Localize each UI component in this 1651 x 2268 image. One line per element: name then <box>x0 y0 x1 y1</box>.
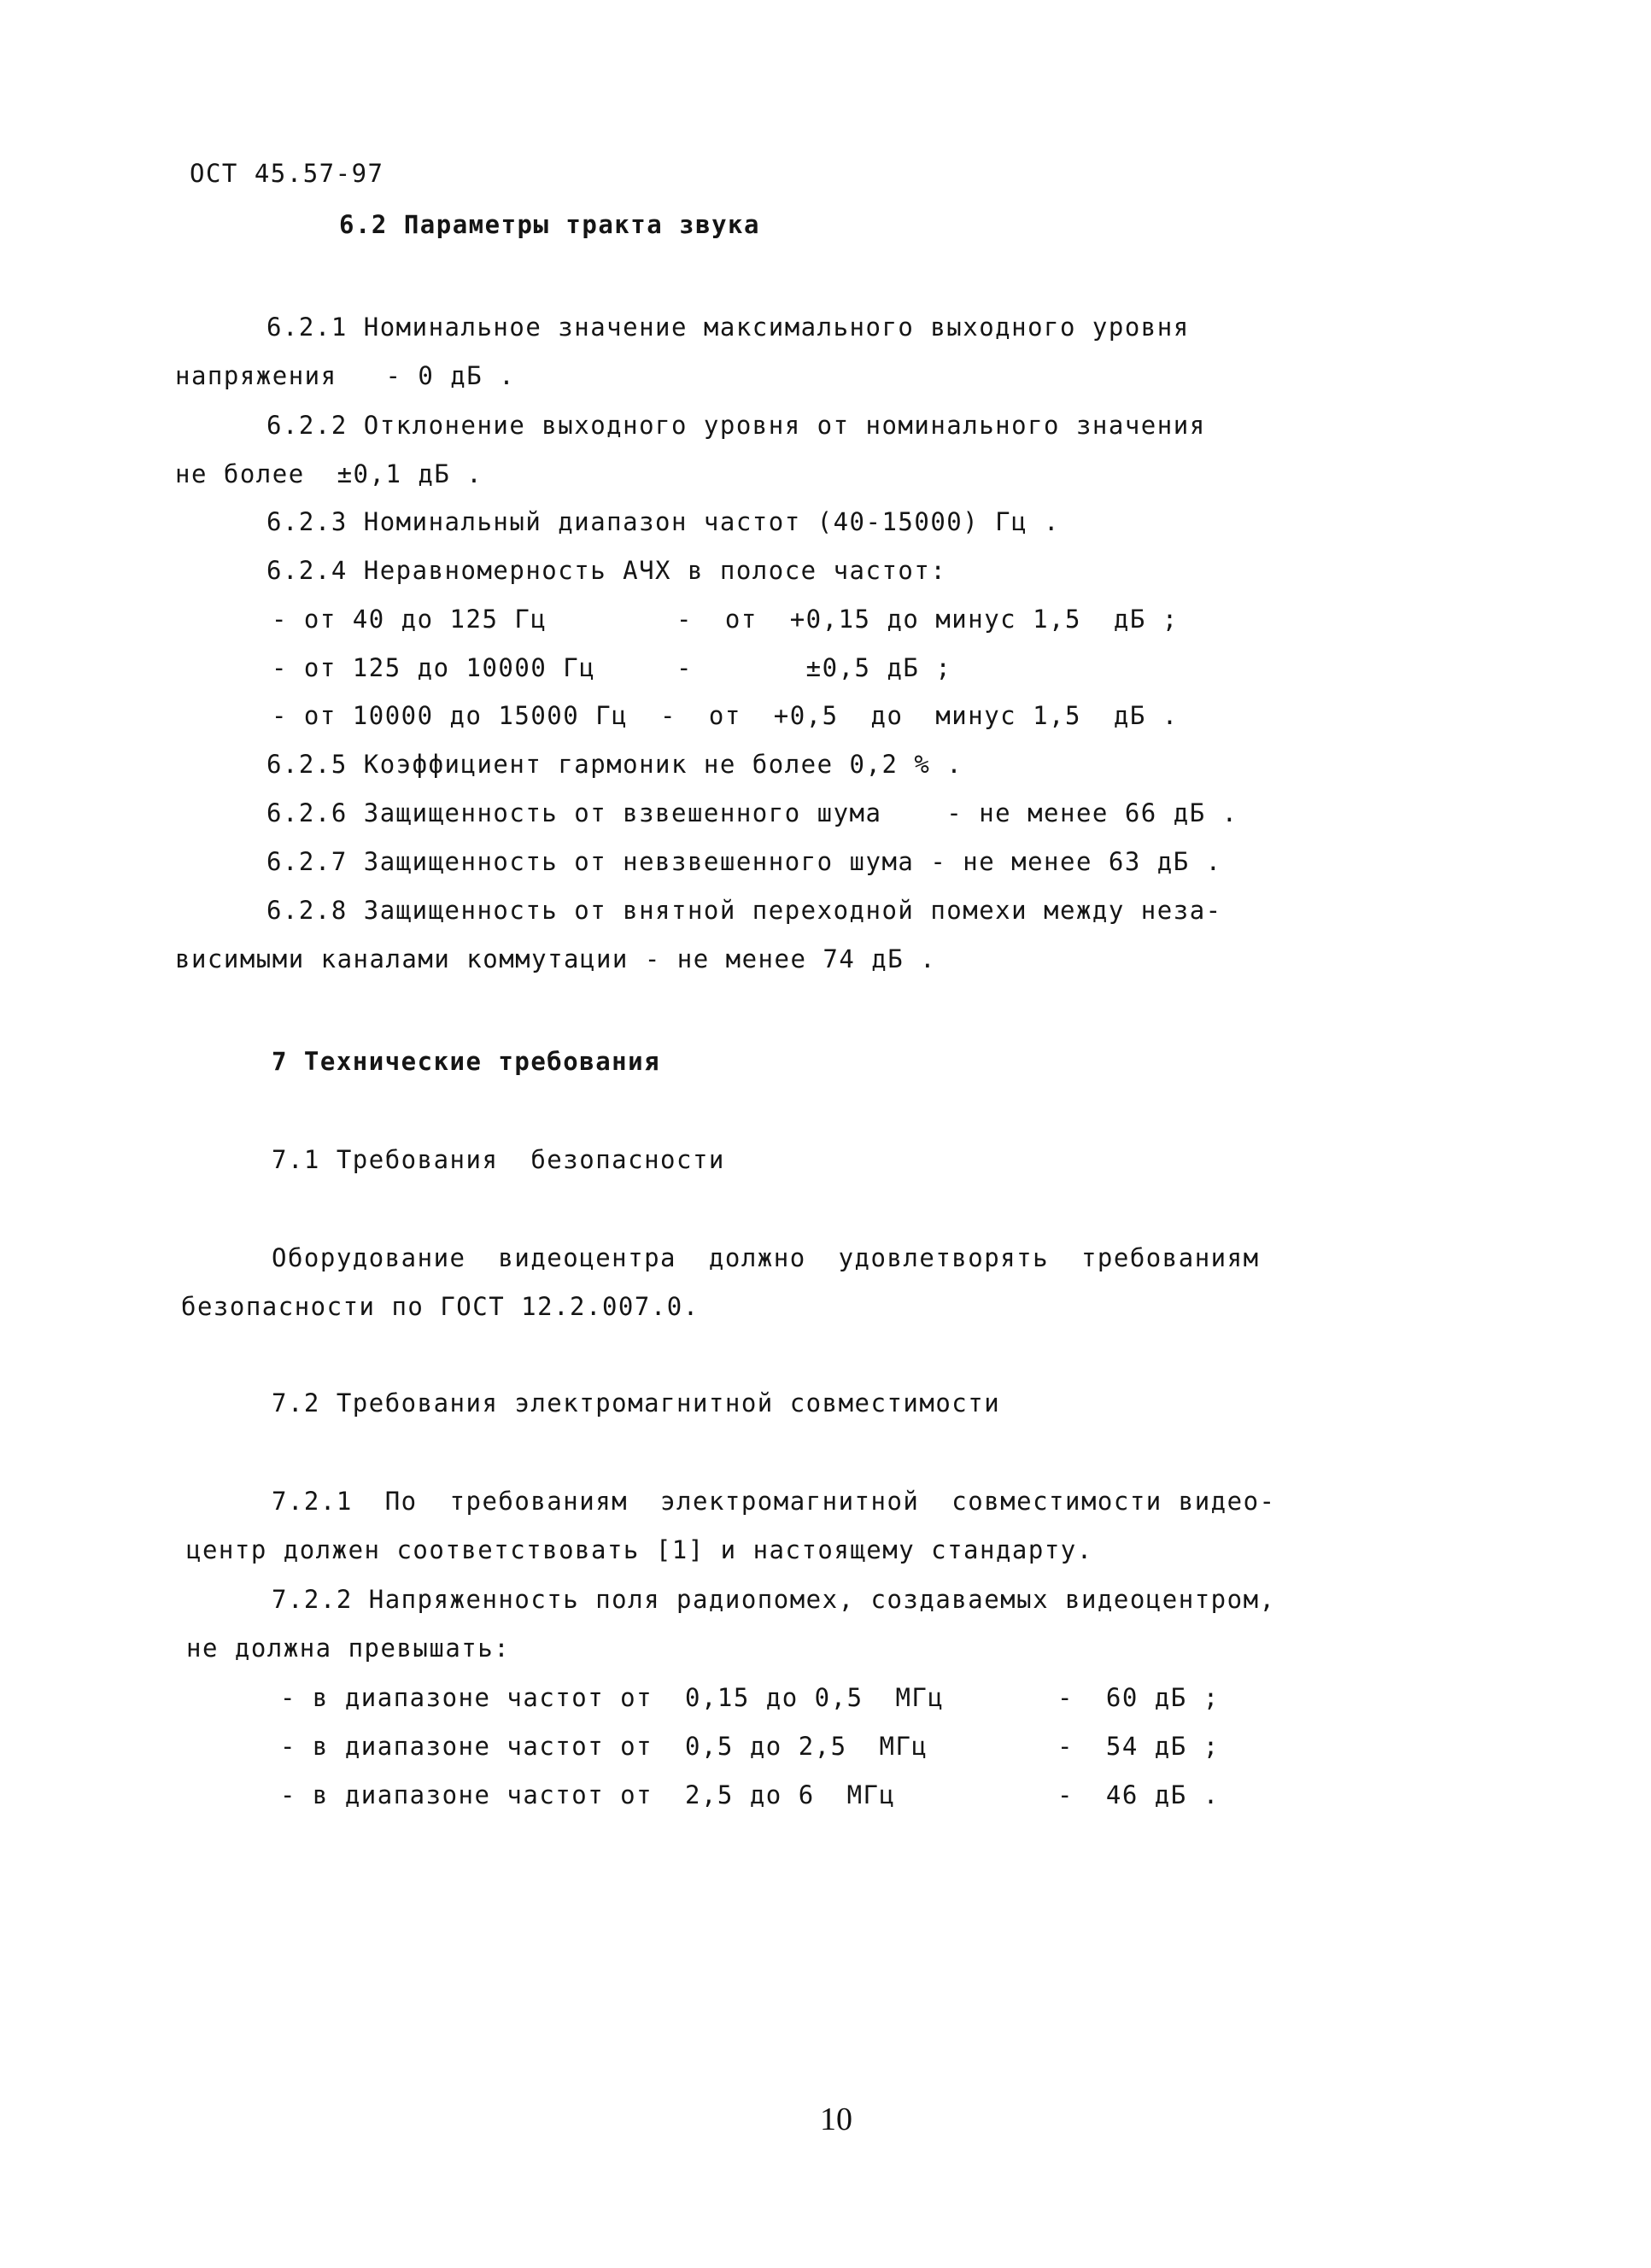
clause-6-2-1-line-2: напряжения - 0 дБ . <box>175 361 516 390</box>
safety-line-1: Оборудование видеоцентра должно удовлетворять требованиям <box>272 1243 1260 1272</box>
band-125-10000: - от 125 до 10000 Гц - ±0,5 дБ ; <box>272 653 952 682</box>
clause-6-2-8-line-2: висимыми каналами коммутации - не менее 74 дБ . <box>175 944 937 973</box>
clause-6-2-5: 6.2.5 Коэффициент гармоник не более 0,2 % . <box>266 750 963 779</box>
clause-6-2-3: 6.2.3 Номинальный диапазон частот (40-15000) Гц . <box>266 507 1061 536</box>
clause-7-2-1-line-1: 7.2.1 По требованиям электромагнитной совместимости видео- <box>272 1487 1276 1516</box>
clause-6-2-7: 6.2.7 Защищенность от невзвешенного шума - не менее 63 дБ . <box>266 847 1222 876</box>
band-10000-15000: - от 10000 до 15000 Гц - от +0,5 до минус 1,5 дБ . <box>272 701 1179 730</box>
clause-6-2-8-line-1: 6.2.8 Защищенность от внятной переходной помехи между неза- <box>266 896 1222 925</box>
band-40-125: - от 40 до 125 Гц - от +0,15 до минус 1,5 дБ ; <box>272 605 1179 634</box>
clause-6-2-4: 6.2.4 Неравномерность АЧХ в полосе частот: <box>266 556 947 585</box>
safety-line-2: безопасности по ГОСТ 12.2.007.0. <box>181 1292 700 1321</box>
range-2-5-6: - в диапазоне частот от 2,5 до 6 МГц - 46 дБ . <box>280 1780 1220 1809</box>
section-heading-7: 7 Технические требования <box>272 1047 661 1076</box>
clause-7-2-2-line-1: 7.2.2 Напряженность поля радиопомех, создаваемых видеоцентром, <box>272 1585 1276 1614</box>
document-header: ОСТ 45.57-97 <box>190 159 384 188</box>
clause-6-2-6: 6.2.6 Защищенность от взвешенного шума - не менее 66 дБ . <box>266 798 1238 827</box>
clause-7-2-1-line-2: центр должен соответствовать [1] и настоящему стандарту. <box>186 1535 1093 1564</box>
clause-6-2-2-line-1: 6.2.2 Отклонение выходного уровня от номинального значения <box>266 411 1206 440</box>
section-heading-6-2: 6.2 Параметры тракта звука <box>339 210 760 239</box>
range-0-5-2-5: - в диапазоне частот от 0,5 до 2,5 МГц - 54 дБ ; <box>280 1732 1220 1761</box>
clause-6-2-2-line-2: не более ±0,1 дБ . <box>175 459 483 488</box>
section-heading-7-1: 7.1 Требования безопасности <box>272 1145 725 1174</box>
clause-7-2-2-line-2: не должна превышать: <box>186 1634 511 1663</box>
range-0-15-0-5: - в диапазоне частот от 0,15 до 0,5 МГц - 60 дБ ; <box>280 1683 1220 1712</box>
clause-6-2-1-line-1: 6.2.1 Номинальное значение максимального выходного уровня <box>266 313 1190 342</box>
section-heading-7-2: 7.2 Требования электромагнитной совместимости <box>272 1388 1001 1418</box>
page-number: 10 <box>820 2101 852 2137</box>
